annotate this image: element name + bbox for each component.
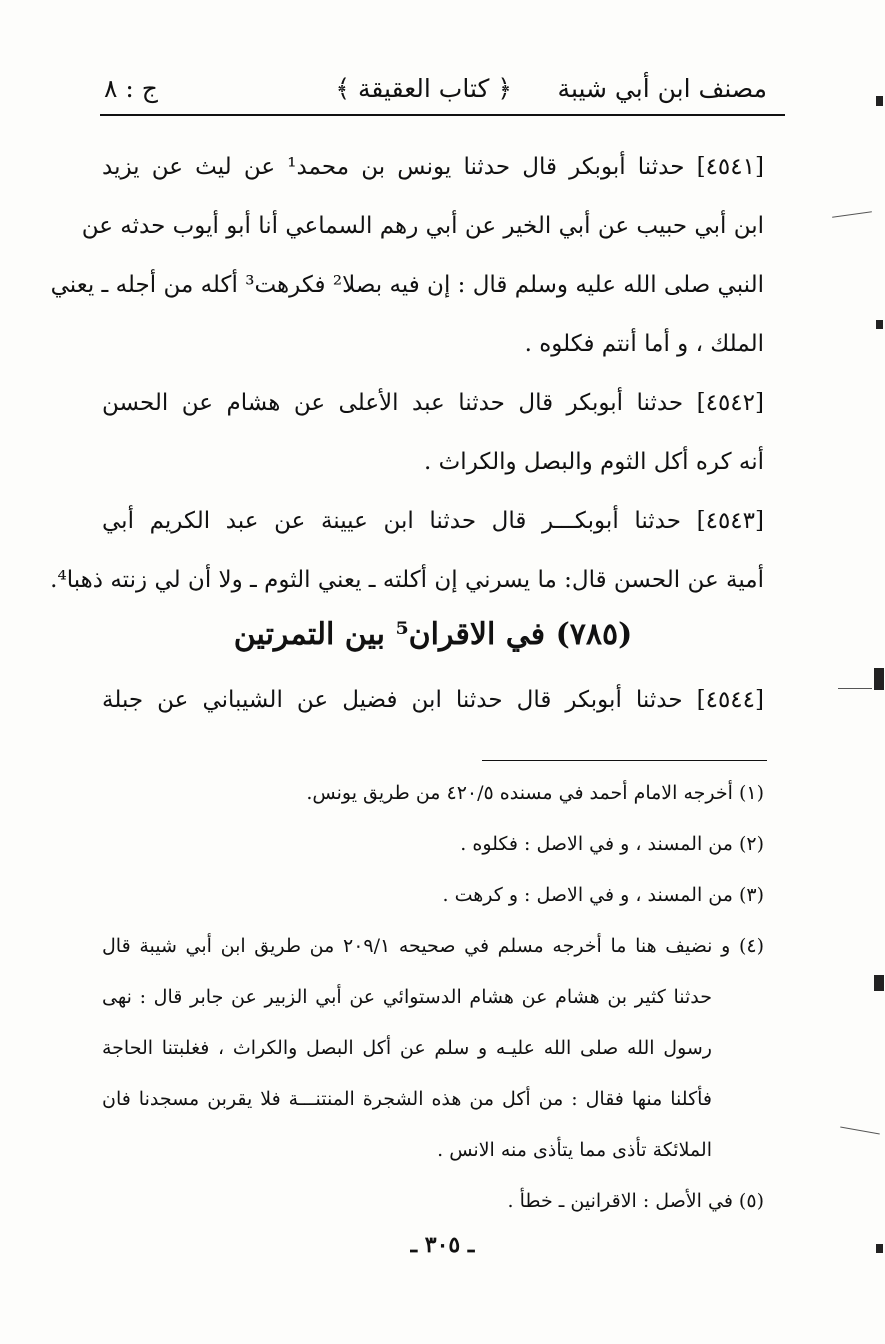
text-line: النبي صلى الله عليه وسلم قال : إن فيه بصلا² فكرهت³ أكله من أجله ـ يعني xyxy=(50,272,764,298)
text-line: [٤٥٤٢] حدثنا أبوبكر قال حدثنا عبد الأعلى عن هشام عن الحسن xyxy=(102,390,764,416)
scan-mark xyxy=(876,96,883,106)
footnote-continuation: حدثنا كثير بن هشام عن هشام الدستوائي عن أبي الزبير عن جابر قال : نهى xyxy=(102,986,712,1008)
section-title: ﴿ كتاب العقيقة ﴾ xyxy=(335,74,512,103)
scan-mark xyxy=(838,688,872,689)
text-line: ابن أبي حبيب عن أبي الخير عن أبي رهم السماعي أنا أبو أيوب حدثه عن xyxy=(81,213,764,239)
footnote: (٥) في الأصل : الاقرانين ـ خطأ . xyxy=(507,1190,764,1212)
footnote-rule xyxy=(482,760,767,761)
scan-mark xyxy=(876,1244,883,1253)
footnote-continuation: رسول الله صلى الله عليـه و سلم عن أكل البصل والكراث ، فغلبتنا الحاجة xyxy=(102,1037,712,1059)
volume-label: ج : ٨ xyxy=(104,74,158,103)
main-text xyxy=(50,138,764,610)
text-line: أمية عن الحسن قال: ما يسرني إن أكلته ـ يعني الثوم ـ ولا أن لي زنته ذهبا⁴. xyxy=(50,567,764,593)
book-title: مصنف ابن أبي شيبة xyxy=(557,74,767,103)
scan-mark xyxy=(874,668,884,690)
page-number: ـ ٣٠٥ ـ xyxy=(410,1232,475,1258)
scan-mark xyxy=(876,320,883,329)
footnote-continuation: فأكلنا منها فقال : من أكل من هذه الشجرة المنتنـــة فلا يقربن مسجدنا فان xyxy=(102,1088,712,1110)
running-header xyxy=(102,68,767,114)
chapter-heading: (٧٨٥) في الاقران⁵ بين التمرتين xyxy=(233,617,633,652)
header-rule xyxy=(100,114,785,116)
footnote: (١) أخرجه الامام أحمد في مسنده ٤٢٠/٥ من طريق يونس. xyxy=(306,782,764,804)
footnote: (٢) من المسند ، و في الاصل : فكلوه . xyxy=(460,833,764,855)
scan-mark xyxy=(832,211,872,218)
footnote: (٤) و نضيف هنا ما أخرجه مسلم في صحيحه ٢٠٩/١ من طريق ابن أبي شيبة قال xyxy=(102,935,764,957)
text-line: أنه كره أكل الثوم والبصل والكراث . xyxy=(424,449,764,475)
text-line: [٤٥٤١] حدثنا أبوبكر قال حدثنا يونس بن محمد¹ عن ليث عن يزيد xyxy=(102,154,764,180)
text-line: [٤٥٤٤] حدثنا أبوبكر قال حدثنا ابن فضيل عن الشيباني عن جبلة xyxy=(102,687,764,713)
text-line: الملك ، و أما أنتم فكلوه . xyxy=(524,331,764,357)
footnote-continuation: الملائكة تأذى مما يتأذى منه الانس . xyxy=(437,1139,712,1161)
scan-mark xyxy=(874,975,884,991)
main-text-continued xyxy=(102,671,764,730)
footnote: (٣) من المسند ، و في الاصل : و كرهت . xyxy=(442,884,764,906)
scan-mark xyxy=(840,1127,880,1135)
text-line: [٤٥٤٣] حدثنا أبوبكـــر قال حدثنا ابن عيينة عن عبد الكريم أبي xyxy=(102,508,764,534)
footnotes xyxy=(102,768,764,1227)
